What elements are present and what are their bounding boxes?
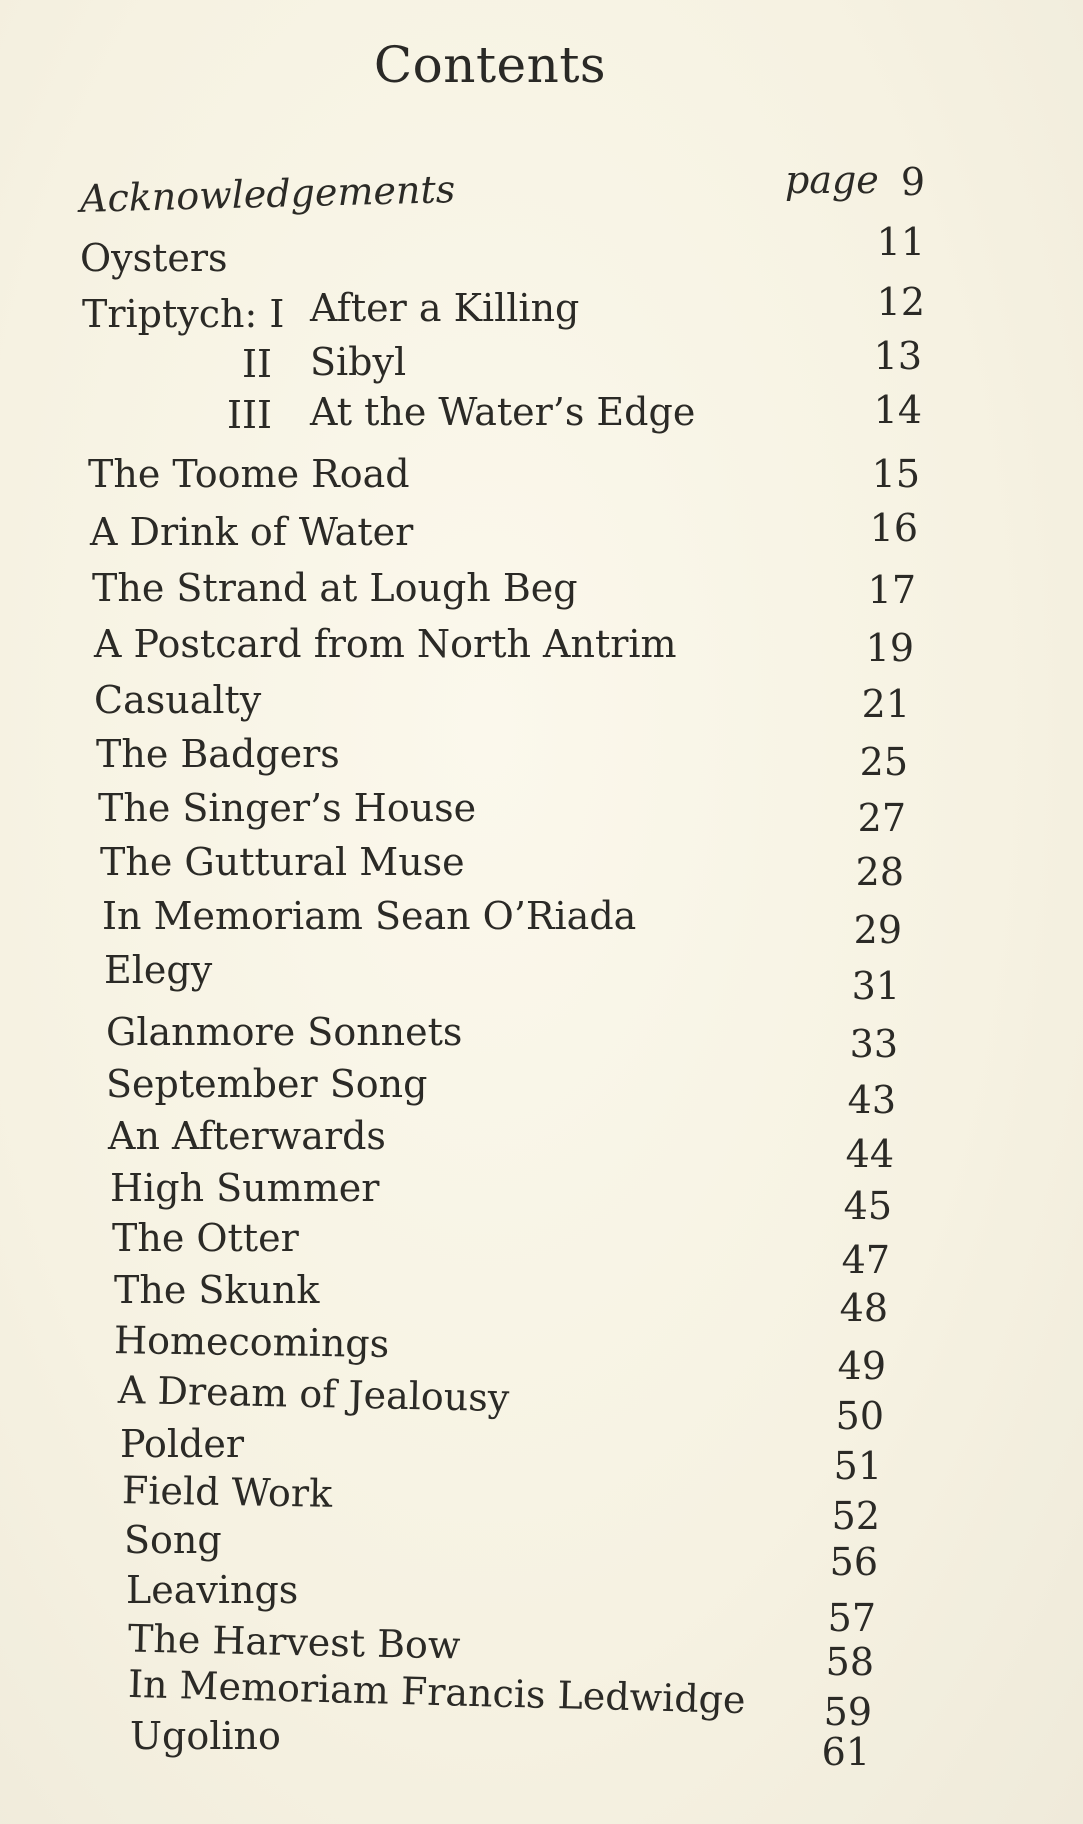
toc-page-casualty: 21	[861, 682, 910, 726]
toc-page-oysters: 11	[876, 220, 925, 264]
toc-page-field-work: 52	[831, 1494, 880, 1538]
toc-page-high-summer: 45	[843, 1184, 892, 1228]
toc-entry-high-summer: High Summer	[110, 1166, 380, 1210]
toc-page-september-song: 43	[847, 1078, 896, 1122]
toc-entry-glanmore-sonnets: Glanmore Sonnets	[106, 1010, 463, 1054]
toc-entry-polder: Polder	[120, 1422, 245, 1466]
toc-entry-the-harvest-bow: The Harvest Bow	[127, 1616, 461, 1668]
toc-page-an-afterwards: 44	[845, 1132, 894, 1176]
toc-page-a-drink-of-water: 16	[869, 506, 918, 550]
toc-page-the-otter: 47	[841, 1238, 890, 1282]
toc-page-the-harvest-bow: 58	[825, 1640, 874, 1684]
toc-page-homecomings: 49	[837, 1344, 886, 1388]
toc-roman-ii: II	[241, 342, 272, 386]
toc-entry-ugolino: Ugolino	[130, 1714, 281, 1758]
toc-entry-leavings: Leavings	[126, 1568, 299, 1612]
toc-page-the-toome-road: 15	[871, 452, 920, 496]
toc-page-the-strand-at-lough-beg: 17	[867, 568, 916, 612]
toc-subentry-after-a-killing: After a Killing	[310, 286, 580, 330]
toc-entry-song: Song	[124, 1518, 222, 1562]
toc-entry-oysters: Oysters	[80, 236, 228, 280]
toc-entry-field-work: Field Work	[121, 1468, 333, 1516]
toc-entry-an-afterwards: An Afterwards	[108, 1114, 386, 1158]
toc-entry-the-singers-house: The Singer’s House	[98, 786, 477, 830]
toc-entry-a-drink-of-water: A Drink of Water	[90, 510, 414, 554]
page-title: Contents	[373, 36, 607, 94]
toc-page-a-postcard-from-north-antrim: 19	[865, 626, 914, 670]
toc-entry-september-song: September Song	[106, 1062, 428, 1106]
toc-page-ugolino: 61	[821, 1730, 870, 1774]
toc-entry-acknowledgements: Acknowledgements	[79, 167, 456, 221]
toc-roman-iii: III	[226, 393, 272, 437]
toc-entry-the-toome-road: The Toome Road	[88, 452, 410, 496]
toc-subentry-at-the-waters-edge: At the Water’s Edge	[310, 390, 696, 434]
toc-page-in-memoriam-francis-ledwidge: 59	[823, 1690, 872, 1734]
page-column-label: page	[785, 158, 879, 202]
toc-page-the-guttural-muse: 28	[855, 850, 904, 894]
toc-page-after-a-killing: 12	[876, 280, 925, 324]
toc-page-polder: 51	[833, 1444, 882, 1488]
toc-entry-the-guttural-muse: The Guttural Muse	[100, 840, 465, 884]
toc-page-song: 56	[829, 1540, 878, 1584]
toc-entry-elegy: Elegy	[104, 948, 213, 992]
toc-entry-in-memoriam-francis-ledwidge: In Memoriam Francis Ledwidge	[127, 1661, 746, 1723]
toc-entry-in-memoriam-sean-oriada: In Memoriam Sean O’Riada	[102, 894, 637, 938]
toc-page-leavings: 57	[827, 1596, 876, 1640]
toc-page-elegy: 31	[851, 964, 900, 1008]
toc-entry-the-strand-at-lough-beg: The Strand at Lough Beg	[92, 566, 578, 610]
toc-page-the-badgers: 25	[859, 740, 908, 784]
toc-page-the-singers-house: 27	[857, 796, 906, 840]
toc-entry-homecomings: Homecomings	[113, 1318, 390, 1366]
toc-entry-casualty: Casualty	[94, 678, 262, 722]
toc-entry-the-skunk: The Skunk	[114, 1268, 320, 1312]
toc-page-glanmore-sonnets: 33	[849, 1022, 898, 1066]
toc-page-the-skunk: 48	[839, 1286, 888, 1330]
toc-entry-triptych: Triptych: I	[82, 292, 285, 336]
toc-entry-the-otter: The Otter	[112, 1216, 299, 1260]
toc-page-a-dream-of-jealousy: 50	[835, 1394, 884, 1438]
toc-page-in-memoriam-sean-oriada: 29	[853, 908, 902, 952]
toc-subentry-sibyl: Sibyl	[310, 340, 407, 384]
toc-page-sibyl: 13	[873, 334, 922, 378]
toc-page-at-the-waters-edge: 14	[873, 388, 922, 432]
toc-page-acknowledgements: 9	[900, 160, 925, 204]
toc-entry-the-badgers: The Badgers	[96, 732, 340, 776]
toc-entry-a-dream-of-jealousy: A Dream of Jealousy	[117, 1367, 510, 1421]
toc-entry-a-postcard-from-north-antrim: A Postcard from North Antrim	[94, 622, 677, 666]
